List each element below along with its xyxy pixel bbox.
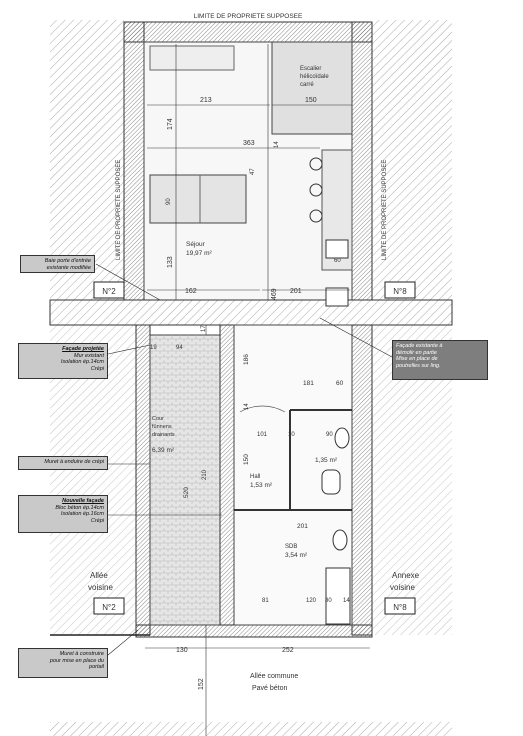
note-muret-enduire: [18, 456, 108, 470]
dim-150a: 150: [305, 97, 317, 104]
top-limit-label: LIMITE DE PROPRIETE SUPPOSEE: [193, 13, 303, 20]
note-facade-projetee-title: Façade projetée: [62, 346, 104, 352]
hall-area: 1,53 m²: [250, 482, 273, 489]
dim-201a: 201: [290, 288, 302, 295]
stair-label-1: Escalier: [300, 66, 322, 72]
note-facade-existante-line-1: Façade existante à: [396, 343, 443, 349]
dim-14c: 14: [343, 598, 350, 604]
note-baie-line-2: existante modifiée: [46, 264, 91, 271]
stair-label-3: carré: [300, 82, 314, 88]
dim-19: 19: [150, 345, 157, 351]
note-muret-construire: [18, 648, 108, 678]
dim-363: 363: [243, 140, 255, 147]
sejour-name: Séjour: [186, 241, 205, 248]
note-muret-enduire-text: Muret à enduire de crépi: [44, 459, 104, 465]
lower-left-wall: [136, 325, 150, 635]
note-facade-projetee: [18, 343, 108, 379]
cour-area: 6,39 m²: [152, 447, 175, 454]
note-facade-existante-line-3: Mise en place de: [396, 356, 438, 362]
lower-right-wall: [352, 325, 372, 635]
note-facade-projetee-line-2: Isolation ép.14cm: [60, 359, 104, 365]
allee-commune-2: Pavé béton: [252, 685, 288, 692]
dim-120: 120: [306, 598, 317, 604]
note-facade-projetee-line-3: Crépi: [90, 365, 104, 372]
note-muret-construire-line-1: Muret à construire: [59, 651, 104, 657]
note-muret-construire-line-2: pour mise en place du: [49, 657, 104, 664]
note-nouvelle-facade: [18, 495, 108, 533]
right-wall: [352, 22, 372, 300]
dim-210: 210: [202, 469, 208, 480]
wc-area: 1,35 m²: [315, 457, 338, 464]
note-facade-existante-line-2: démolir en partie: [396, 349, 437, 356]
dim-94: 94: [176, 345, 183, 351]
facade-band: [50, 300, 452, 325]
neighbour-left-label: N°2: [102, 287, 116, 296]
bottom-hatch: [50, 722, 452, 736]
dim-81: 81: [262, 598, 269, 604]
sejour-area: 19,97 m²: [186, 250, 212, 257]
bottom-wall: [136, 625, 372, 637]
dim-162: 162: [185, 288, 197, 295]
table: [150, 46, 234, 70]
neighbour-right-label-2: N°8: [393, 603, 407, 612]
dim-186: 186: [243, 354, 250, 365]
sofa: [150, 175, 246, 223]
allee-label-2: voisine: [88, 583, 113, 592]
stair-label-2: hélicoïdale: [300, 74, 329, 80]
dim-252: 252: [282, 647, 294, 654]
sdb-name: SDB: [285, 544, 298, 550]
dim-150b: 150: [243, 454, 250, 465]
sdb-area: 3,54 m²: [285, 552, 308, 559]
dim-181: 181: [303, 380, 314, 387]
left-limit-label: LIMITE DE PROPRIETE SUPPOSEE: [116, 159, 122, 260]
dim-130: 130: [176, 647, 188, 654]
fridge: [326, 288, 348, 306]
neighbour-right-label: N°8: [393, 287, 407, 296]
dim-174: 174: [167, 118, 174, 130]
note-muret-construire-line-3: portail: [89, 664, 104, 670]
dim-80: 80: [325, 598, 332, 604]
note-facade-existante-line-4: poutrelles sur ling.: [396, 362, 441, 369]
note-nouvelle-facade-line-2: Isolation ép.16cm: [60, 511, 104, 517]
inner-facade-wall: [220, 325, 234, 625]
note-facade-existante: [392, 340, 488, 380]
sdb-basin: [333, 530, 347, 550]
top-limit-band: [124, 22, 372, 42]
dim-47: 47: [250, 168, 256, 175]
dim-520: 520: [183, 487, 190, 498]
note-baie-line-1: Baie porte d'entrée: [44, 258, 91, 264]
note-nouvelle-facade-line-3: Crépi: [90, 517, 104, 524]
cour-name-1: Cour: [152, 416, 164, 422]
dim-201b: 201: [297, 523, 308, 530]
neighbour-left-label-2: N°2: [102, 603, 116, 612]
left-wall: [124, 22, 144, 300]
dim-90: 90: [166, 198, 172, 205]
dim-101: 101: [257, 432, 268, 438]
dim-17: 17: [201, 325, 207, 332]
cour-name-2: fûnnens: [152, 424, 172, 430]
dim-133: 133: [167, 256, 174, 268]
dim-469: 469: [271, 288, 278, 300]
wc-toilet: [322, 470, 340, 494]
annexe-label-1: Annexe: [392, 571, 420, 580]
dim-213: 213: [200, 97, 212, 104]
hall-name: Hall: [250, 474, 261, 480]
note-nouvelle-facade-line-1: Bloc béton ép.14cm: [55, 504, 104, 511]
dim-14a: 14: [274, 141, 280, 148]
shower: [326, 568, 350, 624]
dim-60b: 60: [336, 380, 344, 387]
note-facade-projetee-line-1: Mur existant: [74, 352, 104, 359]
note-nouvelle-facade-title: Nouvelle façade: [62, 498, 104, 504]
hob: [326, 240, 348, 258]
dim-60: 60: [334, 258, 341, 264]
right-limit-label: LIMITE DE PROPRIETE SUPPOSEE: [382, 159, 388, 260]
dim-10: 10: [288, 432, 295, 438]
dim-14b: 14: [244, 403, 250, 410]
allee-label-1: Allée: [90, 571, 108, 580]
stair-block: [272, 42, 352, 134]
allee-commune-1: Allée commune: [250, 673, 299, 680]
annexe-label-2: voisine: [390, 583, 415, 592]
cour-name-3: drainants: [152, 432, 175, 438]
dim-90b: 90: [326, 432, 333, 438]
note-baie: [20, 255, 95, 273]
cour: [150, 335, 220, 625]
wc-basin: [335, 428, 349, 448]
dim-152: 152: [198, 678, 205, 690]
